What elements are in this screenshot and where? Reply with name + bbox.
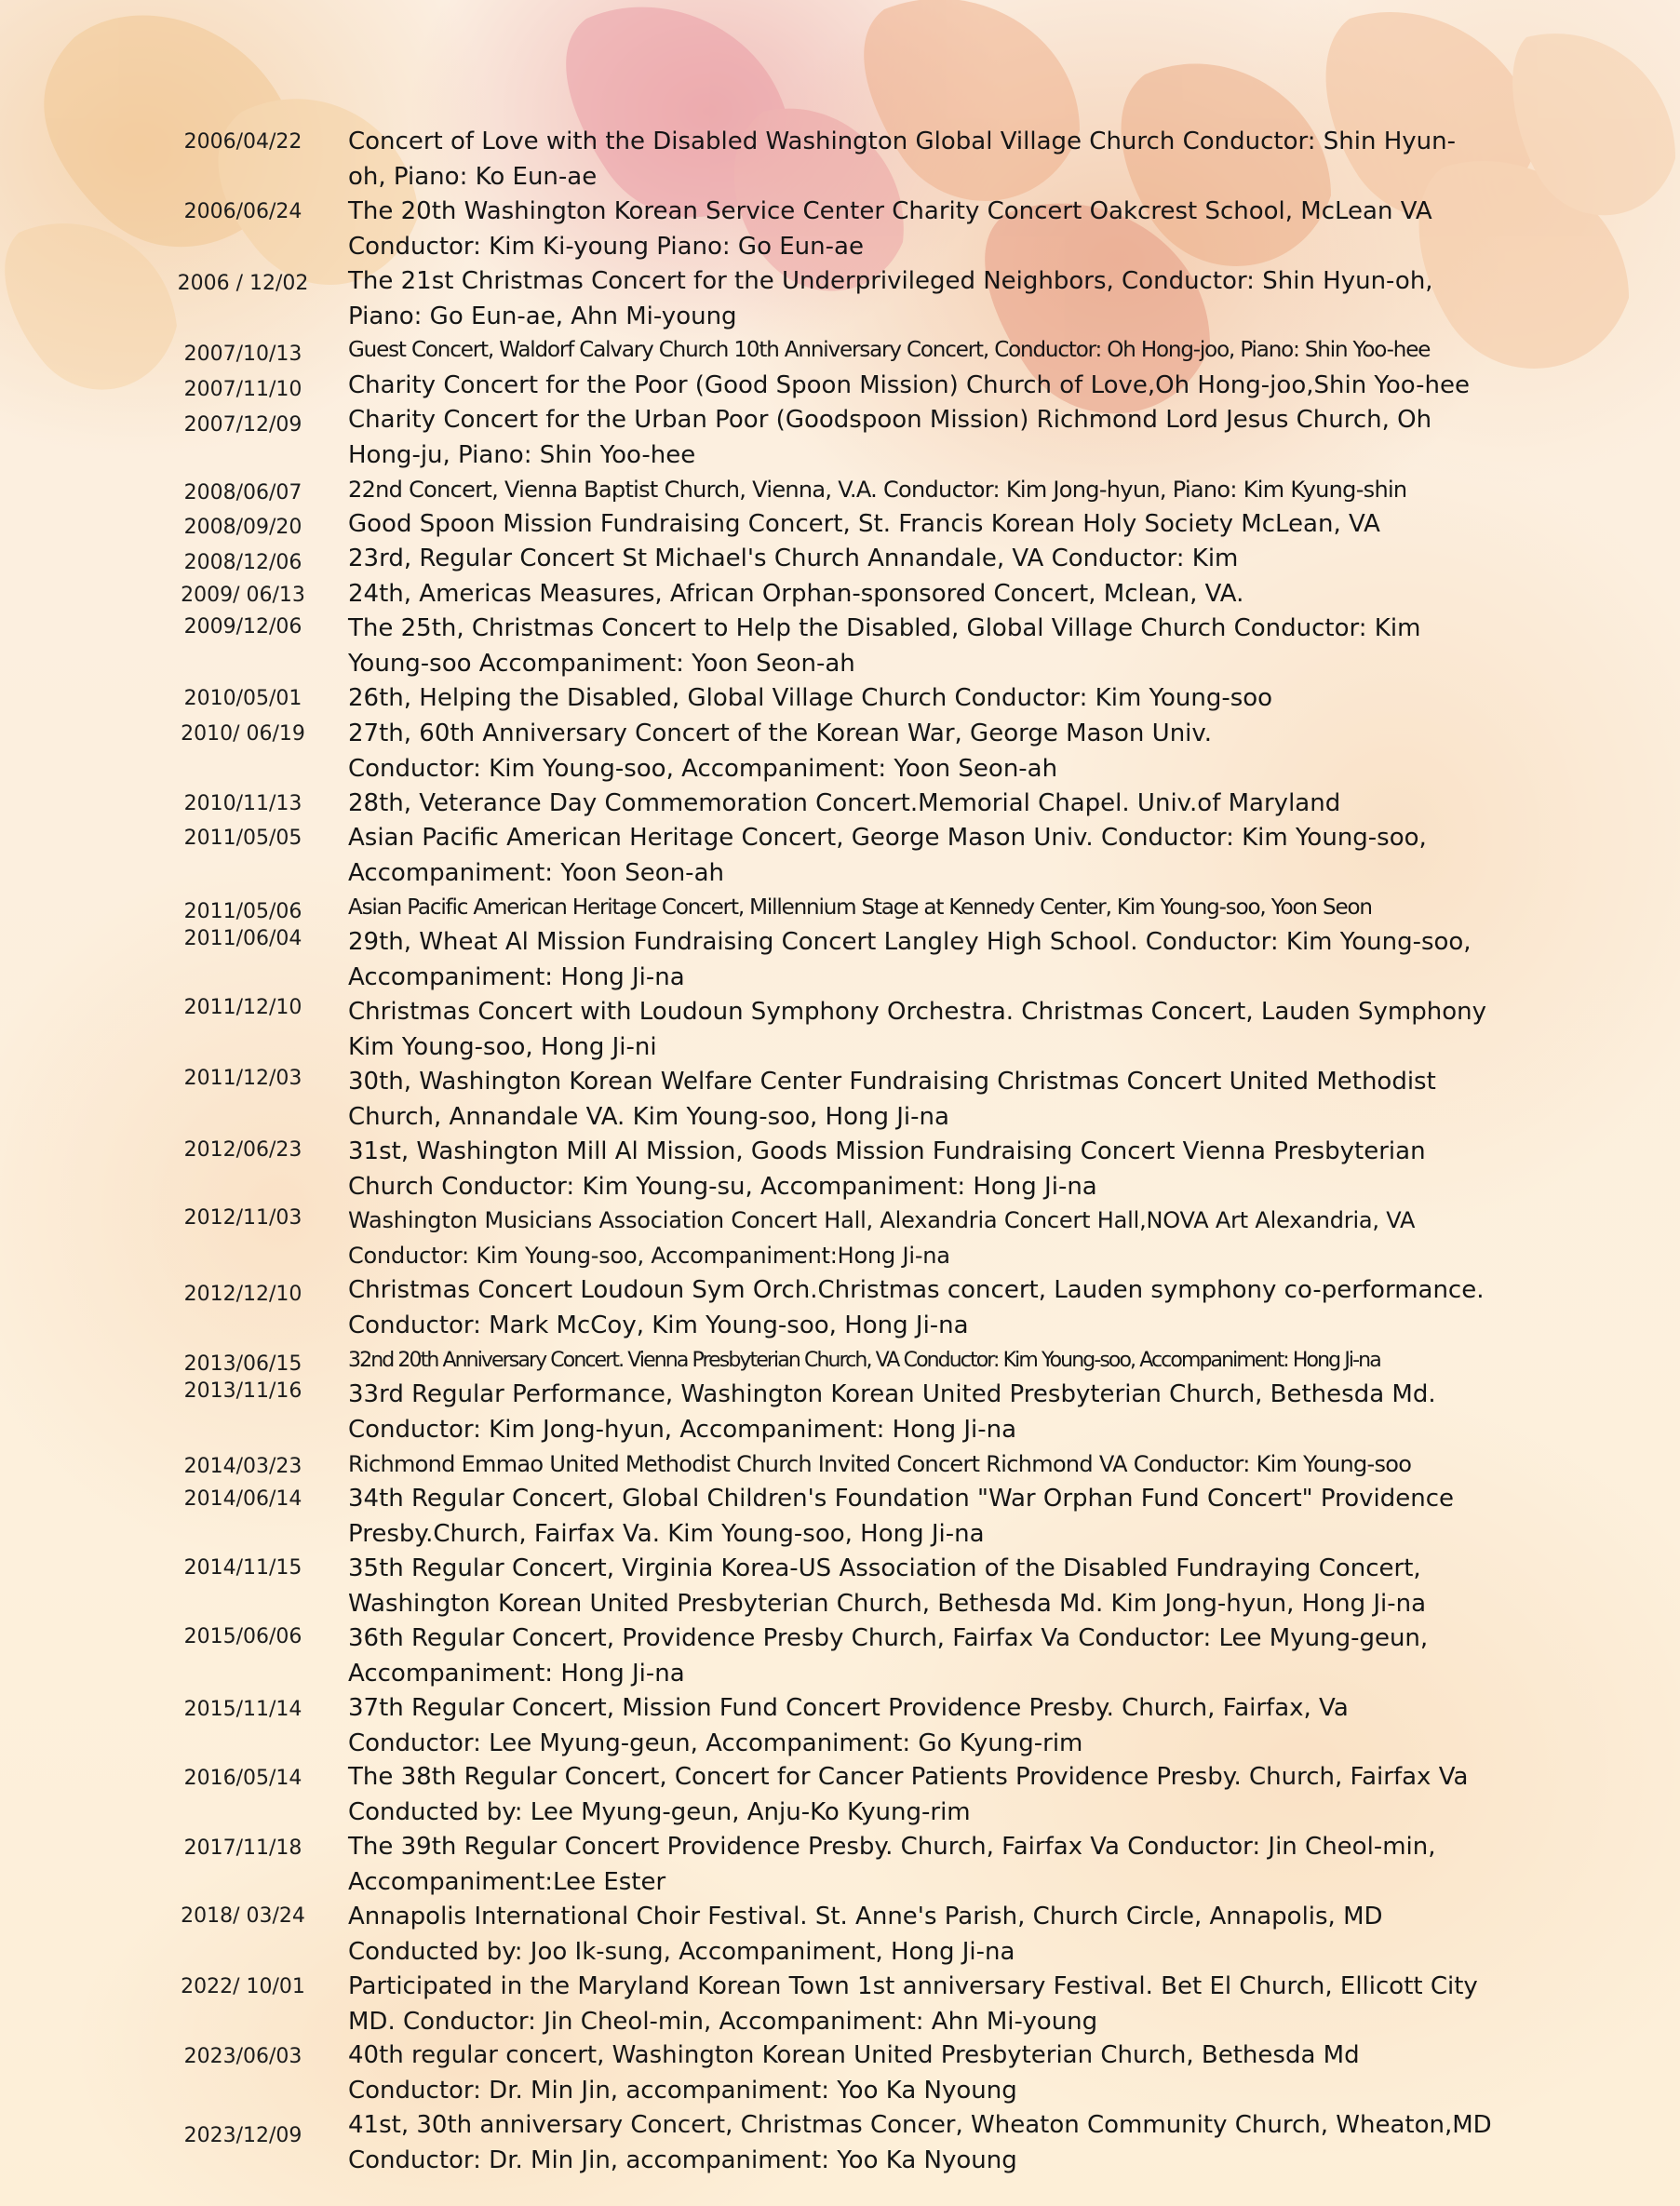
event-description: 23rd, Regular Concert St Michael's Church Annandale, VA Conductor: Kim [348, 545, 1239, 572]
event-date: 2013/06/15 [183, 1352, 302, 1376]
event-date: 2008/06/07 [183, 481, 302, 504]
event-description: 28th, Veterance Day Commemoration Concert.Memorial Chapel. Univ.of Maryland [348, 789, 1341, 817]
list-item [0, 2038, 1680, 2113]
list-item [0, 821, 1680, 895]
event-date: 2014/06/14 [183, 1487, 302, 1511]
event-description: Guest Concert, Waldorf Calvary Church 10th Anniversary Concert, Conductor: Oh Hong-joo, Piano: Shin Yoo-hee [348, 338, 1431, 362]
event-date: 2015/11/14 [183, 1698, 302, 1721]
event-description: The 20th Washington Korean Service Center Charity Concert Oakcrest School, McLean VA Conductor: Kim Ki-young Piano: Go Eun-ae [348, 197, 1432, 261]
event-date: 2012/12/10 [183, 1283, 302, 1306]
event-description: Asian Pacific American Heritage Concert, George Mason Univ. Conductor: Kim Young-soo, Accompaniment: Yoon Seon-ah [348, 824, 1427, 887]
event-date: 2018/ 03/24 [181, 1904, 305, 1928]
event-date: 2011/05/06 [183, 900, 302, 923]
event-description: The 38th Regular Concert, Concert for Cancer Patients Providence Presby. Church, Fairfax Va Conducted by: Lee Myung-geun, Anju-Ko Kyung-rim [348, 1763, 1469, 1826]
list-item [0, 1621, 1680, 1696]
event-description: 34th Regular Concert, Global Children's Foundation "War Orphan Fund Concert" Providence Presby.Church, Fairfax Va. Kim Young-soo, Hong Ji-na [348, 1485, 1455, 1548]
event-date: 2015/06/06 [183, 1625, 302, 1648]
list-item [0, 925, 1680, 1000]
event-date: 2009/ 06/13 [181, 584, 305, 607]
event-date: 2010/11/13 [183, 792, 302, 815]
event-description: 24th, Americas Measures, African Orphan-sponsored Concert, Mclean, VA. [348, 580, 1244, 608]
event-date: 2014/11/15 [183, 1556, 302, 1580]
list-item [0, 1900, 1680, 1974]
list-item [0, 612, 1680, 686]
list-item [0, 1482, 1680, 1556]
event-description: Richmond Emmao United Methodist Church Invited Concert Richmond VA Conductor: Kim Young-soo [348, 1451, 1412, 1477]
event-description: 37th Regular Concert, Mission Fund Concert Providence Presby. Church, Fairfax, Va Conductor: Lee Myung-geun, Accompaniment: Go Kyung-rim [348, 1694, 1349, 1757]
event-description: Charity Concert for the Poor (Good Spoon Mission) Church of Love,Oh Hong-joo,Shin Yoo-hee [348, 371, 1471, 399]
event-description: 22nd Concert, Vienna Baptist Church, Vienna, V.A. Conductor: Kim Jong-hyun, Piano: Kim Kyung-shin [348, 477, 1407, 503]
event-description: 33rd Regular Performance, Washington Korean United Presbyterian Church, Bethesda Md. Conductor: Kim Jong-hyun, Accompaniment: Hong Ji-na [348, 1380, 1436, 1444]
event-description: 30th, Washington Korean Welfare Center Fundraising Christmas Concert United Methodist Church, Annandale VA. Kim Young-soo, Hong Ji-na [348, 1068, 1436, 1131]
event-date: 2010/05/01 [183, 687, 302, 710]
event-date: 2011/12/03 [183, 1067, 302, 1090]
event-date: 2023/06/03 [183, 2045, 302, 2068]
event-date: 2008/12/06 [183, 551, 302, 574]
list-item [0, 1204, 1680, 1278]
list-item [0, 2108, 1680, 2183]
list-item [0, 1691, 1680, 1766]
event-date: 2008/09/20 [183, 516, 302, 539]
event-description: 31st, Washington Mill Al Mission, Goods Mission Fundraising Concert Vienna Presbyterian Church Conductor: Kim Young-su, Accompaniment: Hong Ji-na [348, 1137, 1426, 1201]
event-description: Charity Concert for the Urban Poor (Goodspoon Mission) Richmond Lord Jesus Church, Oh Hong-ju, Piano: Shin Yoo-hee [348, 406, 1432, 469]
event-description: 41st, 30th anniversary Concert, Christmas Concer, Wheaton Community Church, Wheaton,MD Conductor: Dr. Min Jin, accompaniment: Yoo Ka Nyoung [348, 2111, 1492, 2174]
event-date: 2012/06/23 [183, 1138, 302, 1162]
event-date: 2023/12/09 [183, 2124, 302, 2147]
event-description: 29th, Wheat Al Mission Fundraising Concert Langley High School. Conductor: Kim Young-soo, Accompaniment: Hong Ji-na [348, 928, 1472, 991]
list-item [0, 403, 1680, 478]
event-date: 2010/ 06/19 [181, 722, 305, 746]
event-description: Good Spoon Mission Fundraising Concert, St. Francis Korean Holy Society McLean, VA [348, 510, 1380, 538]
event-description: The 25th, Christmas Concert to Help the Disabled, Global Village Church Conductor: Kim Young-soo Accompaniment: Yoon Seon-ah [348, 614, 1421, 678]
event-date: 2016/05/14 [183, 1767, 302, 1790]
list-item [0, 1830, 1680, 1904]
event-description: 40th regular concert, Washington Korean United Presbyterian Church, Bethesda Md Conductor: Dr. Min Jin, accompaniment: Yoo Ka Nyoung [348, 2041, 1360, 2105]
event-date: 2013/11/16 [183, 1379, 302, 1403]
event-description: Concert of Love with the Disabled Washington Global Village Church Conductor: Shin Hyun- oh, Piano: Ko Eun-ae [348, 128, 1456, 191]
event-description: Washington Musicians Association Concert Hall, Alexandria Concert Hall,NOVA Art Alexandria, VA Conductor: Kim Young-soo, Accompaniment:Hong Ji-na [348, 1207, 1416, 1269]
list-item [0, 1273, 1680, 1348]
event-date: 2007/11/10 [183, 378, 302, 401]
event-date: 2009/12/06 [183, 615, 302, 639]
list-item [0, 995, 1680, 1069]
event-description: Annapolis International Choir Festival. St. Anne's Parish, Church Circle, Annapolis, MD Conducted by: Joo Ik-sung, Accompaniment, Hong Ji-na [348, 1903, 1383, 1966]
event-description: 27th, 60th Anniversary Concert of the Korean War, George Mason Univ. Conductor: Kim Young-soo, Accompaniment: Yoon Seon-ah [348, 720, 1213, 783]
event-description: Christmas Concert Loudoun Sym Orch.Christmas concert, Lauden symphony co-performance. Conductor: Mark McCoy, Kim Young-soo, Hong Ji-na [348, 1276, 1485, 1339]
event-date: 2017/11/18 [183, 1836, 302, 1860]
list-item [0, 1065, 1680, 1139]
list-item [0, 1552, 1680, 1626]
event-date: 2022/ 10/01 [181, 1975, 305, 1998]
list-item [0, 1760, 1680, 1835]
event-description: 35th Regular Concert, Virginia Korea-US Association of the Disabled Fundraying Concert, Washington Korean United Presbyterian Church, Bethesda Md. Kim Jong-hyun, Hong Ji-na [348, 1554, 1427, 1618]
event-date: 2006 / 12/02 [177, 272, 309, 295]
list-item [0, 264, 1680, 339]
event-date: 2011/06/04 [183, 927, 302, 950]
event-description: Asian Pacific American Heritage Concert, Millennium Stage at Kennedy Center, Kim Young-soo, Yoon Seon [348, 895, 1372, 920]
event-date: 2014/03/23 [183, 1455, 302, 1478]
event-date: 2007/10/13 [183, 343, 302, 366]
list-item [0, 195, 1680, 269]
event-description: The 21st Christmas Concert for the Underprivileged Neighbors, Conductor: Shin Hyun-oh, Piano: Go Eun-ae, Ahn Mi-young [348, 267, 1433, 330]
event-description: 36th Regular Concert, Providence Presby Church, Fairfax Va Conductor: Lee Myung-geun, Accompaniment: Hong Ji-na [348, 1624, 1429, 1688]
event-date: 2011/05/05 [183, 827, 302, 850]
list-item [0, 1135, 1680, 1209]
event-date: 2006/04/22 [183, 130, 302, 154]
event-description: Participated in the Maryland Korean Town 1st anniversary Festival. Bet El Church, Ellicott City MD. Conductor: Jin Cheol-min, Accompaniment: Ahn Mi-young [348, 1972, 1478, 2036]
event-date: 2006/06/24 [183, 200, 302, 223]
event-description: The 39th Regular Concert Providence Presby. Church, Fairfax Va Conductor: Jin Cheol-min, Accompaniment:Lee Ester [348, 1833, 1436, 1896]
event-description: 32nd 20th Anniversary Concert. Vienna Presbyterian Church, VA Conductor: Kim Young-soo, Accompaniment: Hong Ji-na [348, 1349, 1380, 1372]
event-description: Christmas Concert with Loudoun Symphony Orchestra. Christmas Concert, Lauden Symphony Kim Young-soo, Hong Ji-ni [348, 998, 1487, 1061]
event-description: 26th, Helping the Disabled, Global Village Church Conductor: Kim Young-soo [348, 684, 1273, 712]
list-item [0, 1378, 1680, 1452]
event-date: 2012/11/03 [183, 1206, 302, 1230]
event-date: 2011/12/10 [183, 996, 302, 1019]
list-item [0, 1970, 1680, 2044]
list-item [0, 717, 1680, 791]
event-date: 2007/12/09 [183, 413, 302, 437]
list-item [0, 125, 1680, 199]
